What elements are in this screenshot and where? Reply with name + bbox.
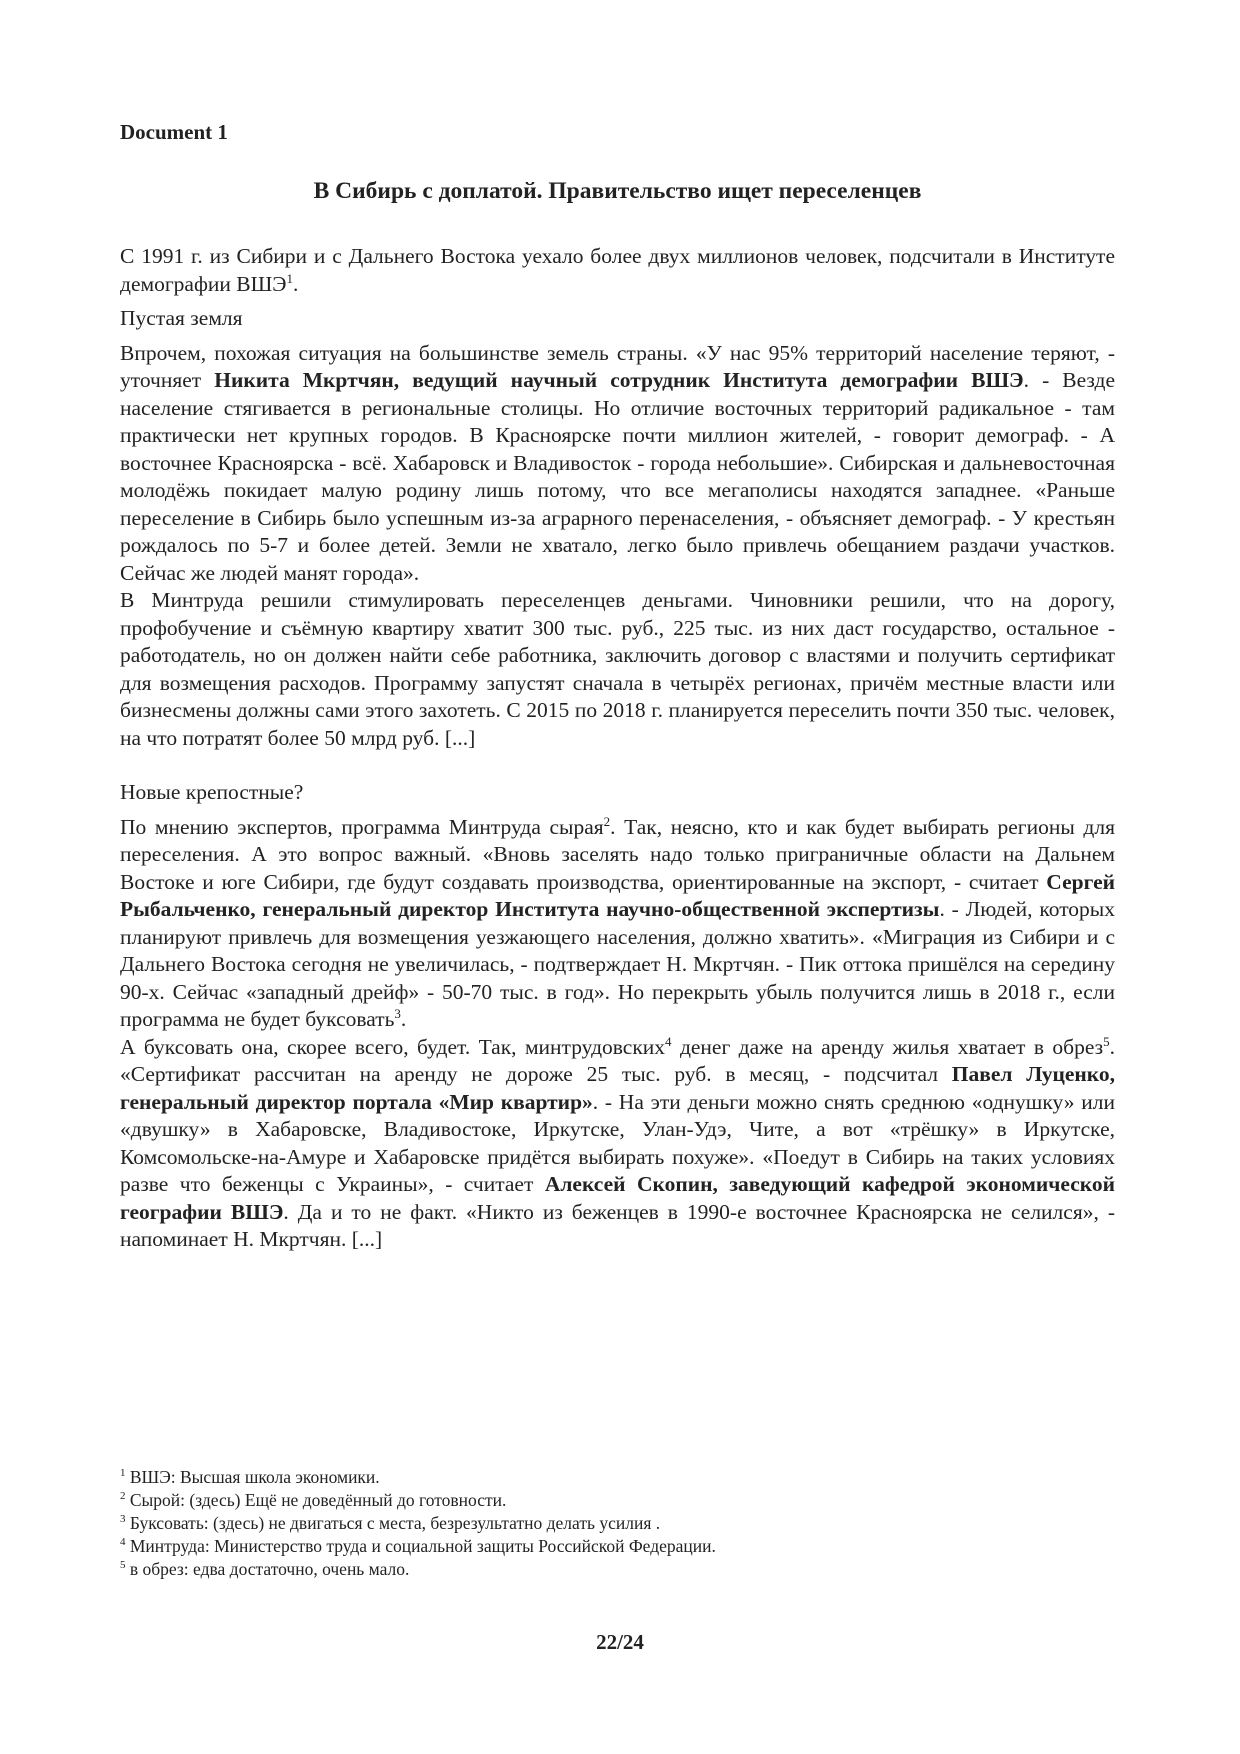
s2p1-text-4: . <box>400 1007 407 1031</box>
s1p1-bold-1: Никита Мкртчян, ведущий научный сотрудник Института демографии ВШЭ <box>214 368 1024 392</box>
footnote-ref-3: 3 <box>394 1005 401 1021</box>
s2p1-text-3: . - Людей, которых планируют привлечь для возмещения уезжающего населения, должно хватить». «Миграция из Сибири и с Дальнего Востока сегодня не увеличилась, - подтверждает Н. Мкртчян. - Пик оттока пришёлся на середину 90-х. Сейчас «западный дрейф» - 50-70 тыс. в год». Но перекрыть убыль получится лишь в 2018 г., если программа не будет буксовать <box>120 897 1115 1031</box>
s2p2-text-5: . Да и то не факт. «Никто из беженцев в 1990-е восточнее Красноярска не селился», - напоминает Н. Мкртчян. [...] <box>120 1199 1115 1251</box>
article-body <box>120 243 1115 1254</box>
s2p1-text-2: . Так, неясно, кто и как будет выбирать регионы для переселения. А это вопрос важный. «Вновь заселять надо только приграничные области на Дальнем Востоке и юге Сибири, где будут создавать производства, ориентированные на экспорт, - считает <box>120 814 1115 894</box>
footnote-5 <box>120 1558 1020 1581</box>
section2-paragraph-1 <box>120 814 1115 1034</box>
footnote-ref-5: 5 <box>1103 1033 1110 1049</box>
footnote-number: 5 <box>120 1559 126 1572</box>
footnote-ref-1: 1 <box>286 270 293 286</box>
footnote-text: Буксовать: (здесь) не двигаться с места, безрезультатно делать усилия . <box>125 1513 661 1533</box>
document-label: Document 1 <box>120 120 228 144</box>
s2p2-bold-1: Павел Луценко, генеральный директор портала «Мир квартир» <box>120 1062 1115 1114</box>
intro-paragraph <box>120 243 1115 298</box>
s1p1-text-1: Впрочем, похожая ситуация на большинстве земель страны. «У нас 95% территорий население теряют, - уточняет <box>120 340 1115 392</box>
footnote-1 <box>120 1466 1020 1489</box>
footnote-number: 1 <box>120 1467 126 1480</box>
footnote-number: 4 <box>120 1536 126 1549</box>
s2p2-text-1: А буксовать она, скорее всего, будет. Так, минтрудовских <box>120 1034 666 1059</box>
intro-text: С 1991 г. из Сибири и с Дальнего Востока уехало более двух миллионов человек, подсчитали в Институте демографии ВШЭ <box>120 244 1115 296</box>
footnote-number: 3 <box>120 1513 126 1526</box>
footnote-text: Минтруда: Министерство труда и социальной защиты Российской Федерации. <box>125 1536 716 1556</box>
section1-paragraph-1 <box>120 340 1115 588</box>
footnote-text: Сырой: (здесь) Ещё не доведённый до готовности. <box>125 1490 507 1510</box>
footnote-3 <box>120 1512 1020 1535</box>
footnote-ref-2: 2 <box>603 813 611 829</box>
s2p2-text-4: . - На эти деньги можно снять среднюю «однушку» или «двушку» в Хабаровске, Владивостоке, Иркутске, Улан-Удэ, Чите, а вот «трёшку» в Иркутске, Комсомольске-на-Амуре и Хабаровске придётся выбирать похуже». «Поедут в Сибирь на таких условиях разве что беженцы с Украины», - считает <box>120 1089 1115 1196</box>
footnote-2 <box>120 1489 1020 1512</box>
section1-paragraph-2: В Минтруда решили стимулировать переселенцев деньгами. Чиновники решили, что на дорогу, профобучение и съёмную квартиру хватит 300 тыс. руб., 225 тыс. из них даст государство, остальное - работодатель, но он должен найти себе работника, заключить договор с властями и получить сертификат для возмещения расходов. Программу запустят сначала в четырёх регионах, причём местные власти или бизнесмены должны сами этого захотеть. С 2015 по 2018 г. планируется переселить почти 350 тыс. человек, на что потратят более 50 млрд руб. [...] <box>120 588 1115 750</box>
s2p1-text-1: По мнению экспертов, программа Минтруда сырая <box>120 814 604 839</box>
section-heading-empty-land: Пустая земля <box>120 306 243 330</box>
footnote-ref-4: 4 <box>665 1033 672 1049</box>
section2-paragraph-2 <box>120 1034 1115 1254</box>
footnote-4 <box>120 1535 1020 1558</box>
s1p1-text-2: . - Везде население стягивается в региональные столицы. Но отличие восточных территорий радикальное - там практически нет крупных городов. В Красноярске почти миллион жителей, - говорит демограф. - А восточнее Красноярска - всё. Хабаровск и Владивосток - города небольшие». Сибирская и дальневосточная молодёжь покидает малую родину лишь потому, что все мегаполисы находятся западнее. «Раньше переселение в Сибирь было успешным из-за аграрного перенаселения, - объясняет демограф. - У крестьян рождалось по 5-7 и более детей. Земли не хватало, легко было привлечь обещанием раздачи участков. Сейчас же людей манят города». <box>120 368 1115 585</box>
section-heading-new-serfs: Новые крепостные? <box>120 780 304 804</box>
footnote-text: ВШЭ: Высшая школа экономики. <box>125 1467 380 1487</box>
s2p1-bold-1: Сергей Рыбальченко, генеральный директор Института научно-общественной экспертизы <box>120 869 1115 921</box>
s2p2-text-3: . «Сертификат рассчитан на аренду не дороже 25 тыс. руб. в месяц, - подсчитал <box>120 1034 1115 1086</box>
s2p2-bold-2: Алексей Скопин, заведующий кафедрой экономической географии ВШЭ <box>120 1172 1115 1224</box>
intro-end: . <box>293 271 299 296</box>
s2p2-text-2: денег даже на аренду жилья хватает в обрез <box>671 1034 1104 1059</box>
article-title: В Сибирь с доплатой. Правительство ищет переселенцев <box>313 178 922 204</box>
footnote-text: в обрез: едва достаточно, очень мало. <box>125 1559 410 1579</box>
footnotes <box>120 1466 1020 1581</box>
page-number: 22/24 <box>596 1630 644 1654</box>
footnote-number: 2 <box>120 1490 126 1503</box>
